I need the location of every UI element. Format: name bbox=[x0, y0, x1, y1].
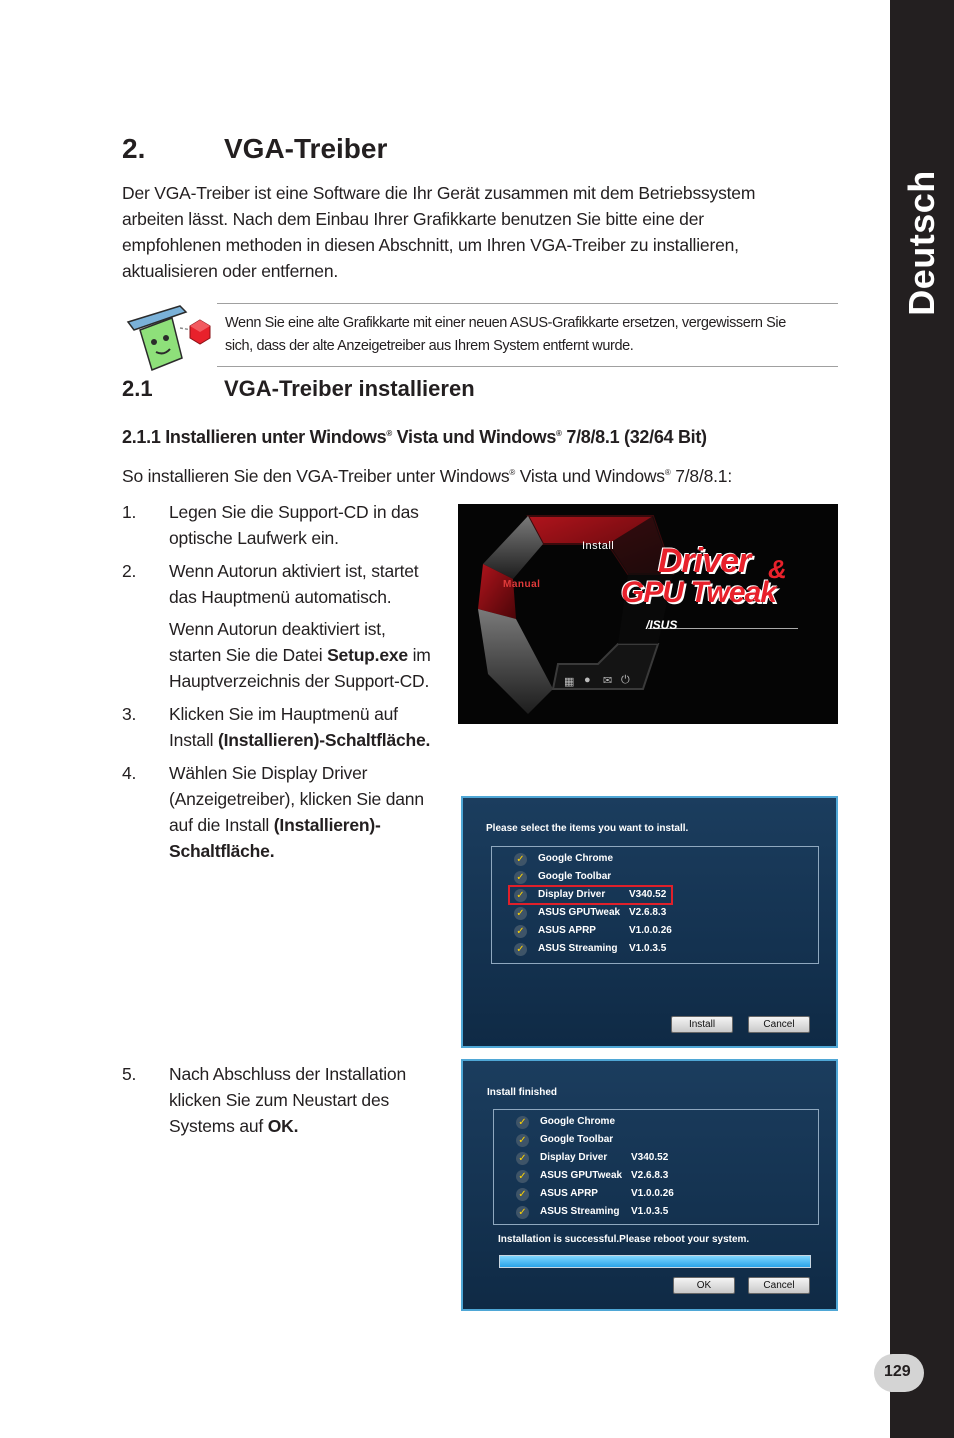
checkbox-checked-icon: ✓ bbox=[516, 1206, 529, 1219]
checkbox-checked-icon[interactable]: ✓ bbox=[514, 943, 527, 956]
subsubsection-title bbox=[122, 427, 707, 448]
item-version: V340.52 bbox=[629, 889, 667, 900]
note-top-rule bbox=[217, 303, 838, 304]
item-name: Google Chrome bbox=[538, 853, 614, 864]
item-version: V1.0.0.26 bbox=[631, 1188, 674, 1199]
title-part: 2.1.1 Installieren unter Windows bbox=[122, 427, 387, 447]
step-number: 1. bbox=[122, 502, 137, 522]
library-icon[interactable]: ▦ bbox=[564, 676, 575, 688]
install-finished-dialog bbox=[461, 1059, 838, 1311]
item-name: ASUS APRP bbox=[540, 1188, 598, 1199]
step-line bbox=[169, 642, 459, 668]
item-version: V1.0.3.5 bbox=[631, 1206, 669, 1217]
list-item[interactable] bbox=[492, 905, 818, 923]
step-line: Hauptverzeichnis der Support-CD. bbox=[169, 671, 430, 691]
progress-fill bbox=[500, 1256, 810, 1267]
note-line: Wenn Sie eine alte Grafikkarte mit einer neuen ASUS-Grafikkarte ersetzen, vergewissern Sie bbox=[225, 315, 786, 331]
step-number: 3. bbox=[122, 704, 137, 724]
step-line: Klicken Sie im Hauptmenü auf bbox=[169, 704, 398, 724]
item-name: ASUS APRP bbox=[538, 925, 596, 936]
registered-mark: ® bbox=[556, 429, 562, 438]
checkbox-checked-icon: ✓ bbox=[516, 1188, 529, 1201]
step-line bbox=[169, 727, 459, 753]
installed-items-list bbox=[493, 1109, 819, 1225]
item-name: ASUS GPUTweak bbox=[538, 907, 621, 918]
step-4 bbox=[169, 760, 459, 864]
step-line: Nach Abschluss der Installation bbox=[169, 1064, 406, 1084]
item-name: Google Toolbar bbox=[538, 871, 612, 882]
language-label: Deutsch bbox=[901, 170, 942, 316]
checkbox-checked-icon[interactable]: ✓ bbox=[514, 853, 527, 866]
manual-menu-item[interactable]: Manual bbox=[503, 579, 541, 590]
note-icon bbox=[120, 300, 215, 375]
dialog-title: Please select the items you want to install. bbox=[486, 823, 689, 834]
cancel-button[interactable]: Cancel bbox=[748, 1016, 810, 1033]
list-item[interactable] bbox=[492, 923, 818, 941]
file-name: Setup.exe bbox=[327, 645, 408, 665]
step-line: Wählen Sie Display Driver bbox=[169, 763, 368, 783]
display-driver-highlight bbox=[508, 885, 673, 905]
intro-line: empfohlenen methoden in diesen Abschnitt, um Ihren VGA-Treiber zu installieren, bbox=[122, 235, 739, 255]
note-bottom-rule bbox=[217, 366, 838, 367]
note-text bbox=[225, 312, 837, 358]
lead-part: So installieren Sie den VGA-Treiber unter Windows bbox=[122, 465, 510, 486]
intro-paragraph bbox=[122, 180, 862, 284]
mail-icon[interactable]: ✉ bbox=[603, 675, 613, 687]
list-item bbox=[494, 1114, 818, 1132]
item-version: V340.52 bbox=[631, 1152, 669, 1163]
item-name: ASUS Streaming bbox=[540, 1206, 620, 1217]
item-version: V1.0.3.5 bbox=[629, 943, 667, 954]
list-item bbox=[494, 1204, 818, 1222]
registered-mark: ® bbox=[664, 468, 671, 477]
list-item bbox=[494, 1168, 818, 1186]
section-title: VGA-Treiber bbox=[224, 133, 388, 164]
step-number: 2. bbox=[122, 561, 137, 581]
list-item bbox=[494, 1150, 818, 1168]
text-part: auf die Install bbox=[169, 815, 274, 835]
ok-button[interactable]: OK bbox=[673, 1277, 735, 1294]
list-item[interactable] bbox=[492, 941, 818, 959]
disc-icon[interactable]: ● bbox=[584, 674, 591, 686]
intro-line: arbeiten lässt. Nach dem Einbau Ihrer Grafikkarte benutzen Sie bitte eine der bbox=[122, 209, 704, 229]
step-line: (Anzeigetreiber), klicken Sie dann bbox=[169, 789, 424, 809]
step-3 bbox=[169, 701, 459, 753]
subsection-title: VGA-Treiber installieren bbox=[224, 376, 475, 401]
checkbox-checked-icon[interactable]: ✓ bbox=[514, 871, 527, 884]
item-version: V2.6.8.3 bbox=[631, 1170, 669, 1181]
main-menu-screenshot bbox=[458, 504, 838, 724]
text-part: Systems auf bbox=[169, 1116, 268, 1136]
text-part: starten Sie die Datei bbox=[169, 645, 328, 665]
bold-part: OK. bbox=[267, 1116, 299, 1136]
checkbox-checked-icon: ✓ bbox=[516, 1152, 529, 1165]
asus-brand: /ISUS bbox=[646, 618, 678, 632]
section-number: 2. bbox=[122, 133, 146, 164]
cancel-button[interactable]: Cancel bbox=[748, 1277, 810, 1294]
install-menu-item[interactable]: Install bbox=[582, 540, 615, 552]
install-items-list bbox=[491, 846, 819, 964]
checkbox-checked-icon: ✓ bbox=[516, 1116, 529, 1129]
step-number: 4. bbox=[122, 763, 137, 783]
checkbox-checked-icon: ✓ bbox=[516, 1170, 529, 1183]
list-item bbox=[494, 1132, 818, 1150]
step-line: optische Laufwerk ein. bbox=[169, 528, 339, 548]
step-1 bbox=[169, 499, 459, 551]
item-name: Display Driver bbox=[540, 1152, 608, 1163]
item-name: ASUS GPUTweak bbox=[540, 1170, 623, 1181]
checkbox-checked-icon[interactable]: ✓ bbox=[514, 889, 527, 902]
item-name: Google Chrome bbox=[540, 1116, 616, 1127]
step-line: das Hauptmenü automatisch. bbox=[169, 587, 392, 607]
lead-paragraph bbox=[122, 460, 732, 489]
lead-part: Vista und Windows bbox=[515, 465, 665, 486]
intro-line: Der VGA-Treiber ist eine Software die Ihr Gerät zusammen mit dem Betriebssystem bbox=[122, 183, 756, 203]
step-2 bbox=[169, 558, 459, 610]
item-name: Display Driver bbox=[538, 889, 606, 900]
text-part: im bbox=[407, 645, 431, 665]
step-line: Legen Sie die Support-CD in das bbox=[169, 502, 419, 522]
success-message: Installation is successful.Please reboot your system. bbox=[498, 1234, 750, 1245]
step-line: Wenn Autorun deaktiviert ist, bbox=[169, 619, 386, 639]
install-select-dialog bbox=[461, 796, 838, 1048]
lead-part: 7/8/8.1: bbox=[670, 465, 732, 486]
step-5 bbox=[169, 1061, 459, 1139]
item-version: V2.6.8.3 bbox=[629, 907, 667, 918]
progress-bar bbox=[499, 1255, 811, 1268]
language-tab bbox=[890, 0, 954, 420]
install-button[interactable]: Install bbox=[671, 1016, 733, 1033]
registered-mark: ® bbox=[386, 429, 392, 438]
title-part: 7/8/8.1 (32/64 Bit) bbox=[561, 427, 707, 447]
bold-part: (Installieren)-Schaltfläche. bbox=[217, 730, 431, 750]
checkbox-checked-icon[interactable]: ✓ bbox=[514, 925, 527, 938]
intro-line: aktualisieren oder entfernen. bbox=[122, 261, 339, 281]
note-line: sich, dass der alte Anzeigetreiber aus Ihrem System entfernt wurde. bbox=[225, 338, 634, 354]
step-line: Schaltfläche. bbox=[169, 841, 275, 861]
text-part: Install bbox=[169, 730, 218, 750]
list-item[interactable] bbox=[492, 851, 818, 869]
checkbox-checked-icon[interactable]: ✓ bbox=[514, 907, 527, 920]
registered-mark: ® bbox=[509, 468, 516, 477]
item-name: ASUS Streaming bbox=[538, 943, 618, 954]
power-icon[interactable]: ⏻ bbox=[621, 674, 630, 686]
step-number: 5. bbox=[122, 1064, 137, 1084]
step-line bbox=[169, 812, 459, 838]
step-2-continued bbox=[169, 616, 459, 694]
checkbox-checked-icon: ✓ bbox=[516, 1134, 529, 1147]
logo-ampersand: & bbox=[768, 554, 787, 584]
item-name: Google Toolbar bbox=[540, 1134, 614, 1145]
step-line: Wenn Autorun aktiviert ist, startet bbox=[169, 561, 419, 581]
menu-artwork bbox=[458, 504, 838, 724]
step-line: klicken Sie zum Neustart des bbox=[169, 1090, 390, 1110]
step-line bbox=[169, 1113, 459, 1139]
item-version: V1.0.0.26 bbox=[629, 925, 672, 936]
logo-driver: Driver bbox=[658, 542, 751, 580]
page-number-badge bbox=[874, 1354, 924, 1392]
logo-gpu-tweak: GPU Tweak bbox=[621, 576, 776, 609]
list-item bbox=[494, 1186, 818, 1204]
page-number: 129 bbox=[884, 1363, 911, 1380]
bold-part: (Installieren)- bbox=[273, 815, 381, 835]
dialog-title: Install finished bbox=[487, 1087, 558, 1098]
title-part: Vista und Windows bbox=[391, 427, 557, 447]
subsection-number: 2.1 bbox=[122, 376, 153, 401]
